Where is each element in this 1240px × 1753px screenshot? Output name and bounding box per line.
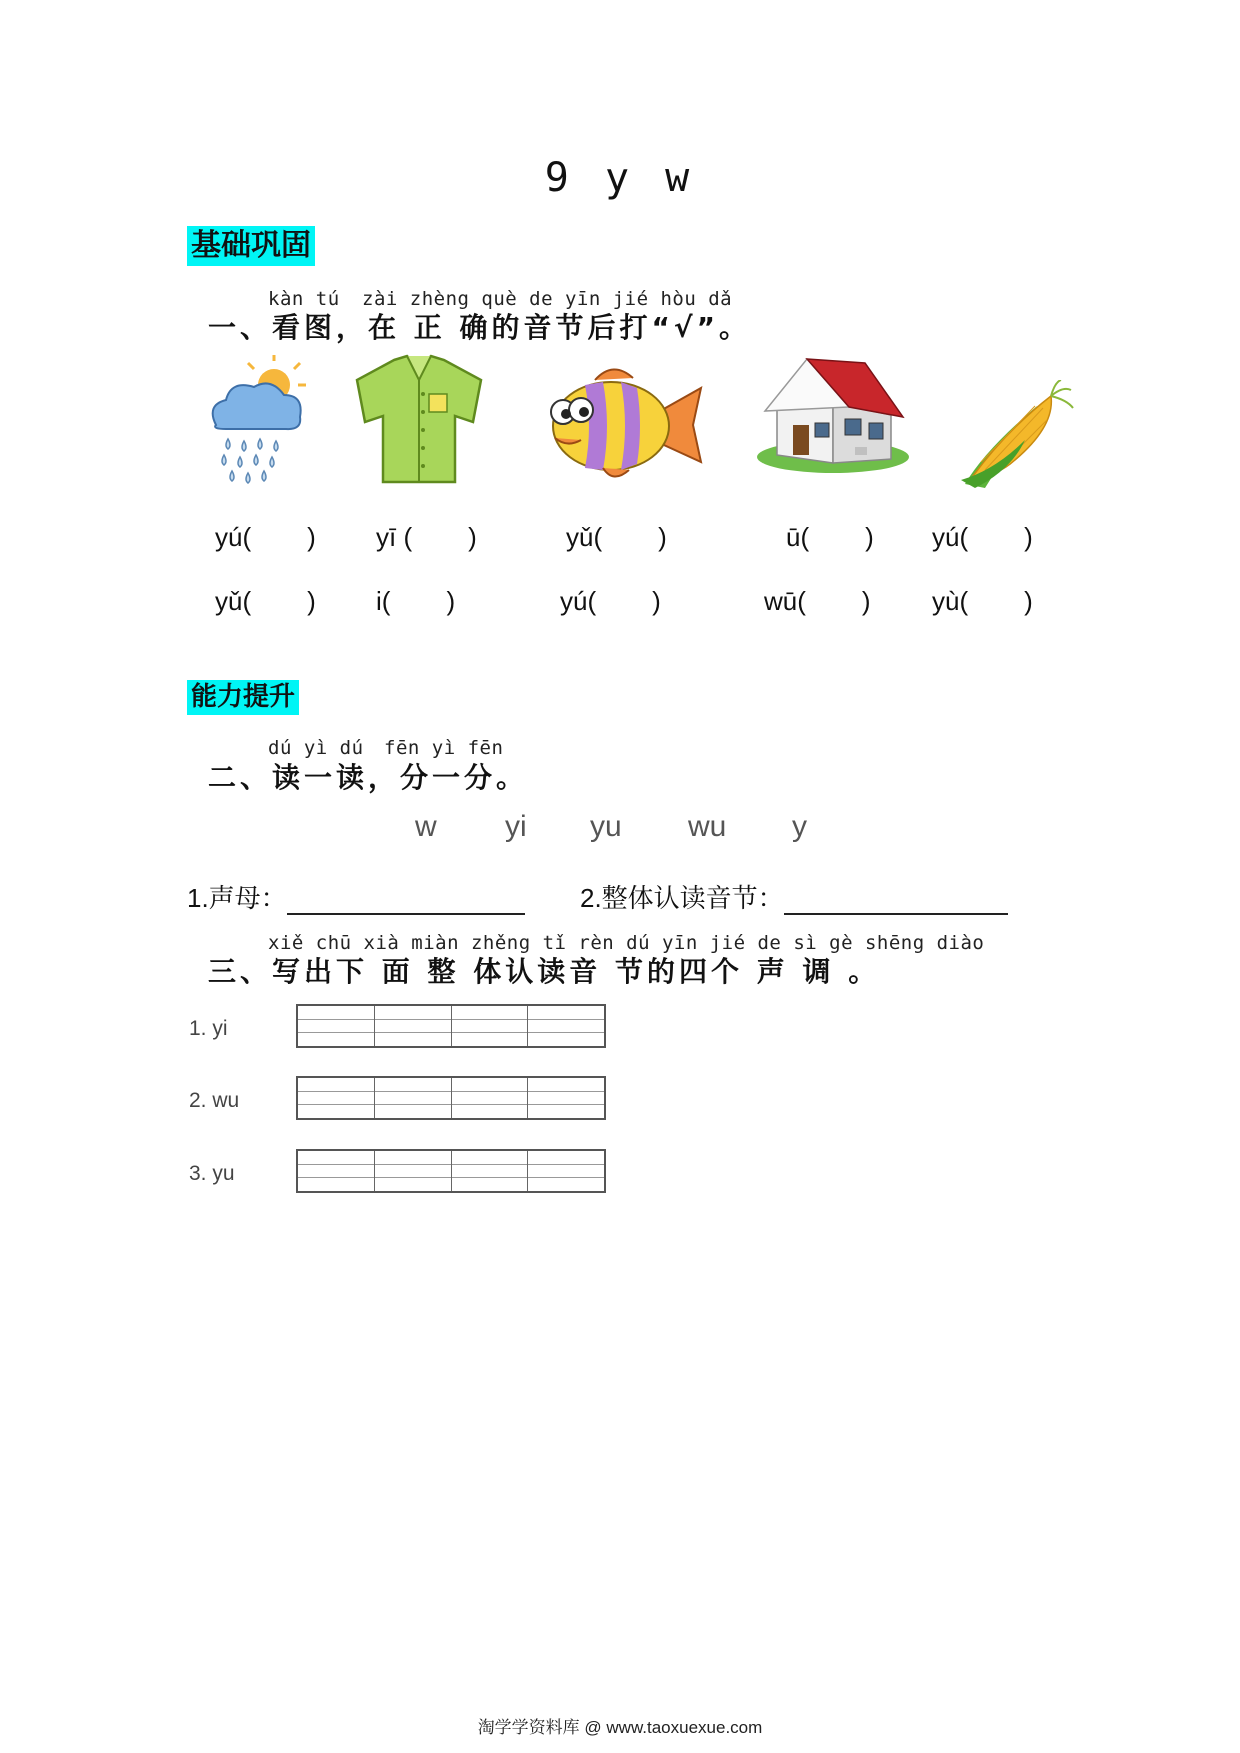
option-r2-3[interactable]: yú( ) <box>560 586 661 616</box>
option-r1-2[interactable]: yī ( ) <box>376 522 477 552</box>
grid-cell[interactable] <box>452 1078 529 1118</box>
option-r1-4[interactable]: ū( ) <box>786 522 874 552</box>
grid-cell[interactable] <box>375 1151 452 1191</box>
option-r2-2[interactable]: i( ) <box>376 586 456 616</box>
word-y: y <box>792 810 807 843</box>
grid-cell[interactable] <box>375 1006 452 1046</box>
fill-initials-blank[interactable] <box>287 887 525 915</box>
q1-question: 一、看图，在 正 确的音节后打“√”。 <box>208 311 751 344</box>
row-label-yi: 1. yi <box>189 1017 228 1040</box>
word-yu: yu <box>590 810 622 843</box>
writing-grid-yu[interactable] <box>296 1149 606 1193</box>
q3-question: 三、写出下 面 整 体认读音 节的四个 声 调 。 <box>208 955 881 988</box>
grid-cell[interactable] <box>452 1006 529 1046</box>
writing-grid-wu[interactable] <box>296 1076 606 1120</box>
fill-initials-label: 1.声母： <box>187 883 287 913</box>
option-r1-3[interactable]: yǔ( ) <box>566 522 667 552</box>
word-yi: yi <box>505 810 527 843</box>
rain-cloud-icon <box>196 355 326 485</box>
option-r2-4[interactable]: wū( ) <box>764 586 871 616</box>
section-tag-basic: 基础巩固 <box>187 226 315 266</box>
fill-syllables-blank[interactable] <box>784 887 1008 915</box>
fish-icon <box>533 360 703 490</box>
word-wu: wu <box>688 810 727 843</box>
q3-pinyin: xiě chū xià miàn zhěng tǐ rèn dú yīn jié de sì gè shēng diào <box>268 932 985 954</box>
fill-initials <box>187 878 525 915</box>
grid-cell[interactable] <box>298 1078 375 1118</box>
row-label-yu: 3. yu <box>189 1162 235 1185</box>
corn-icon <box>955 380 1075 490</box>
writing-grid-yi[interactable] <box>296 1004 606 1048</box>
grid-cell[interactable] <box>528 1006 604 1046</box>
section-tag-advanced: 能力提升 <box>187 680 299 715</box>
option-r2-5[interactable]: yù( ) <box>932 586 1033 616</box>
q1-pinyin-a: kàn tú <box>268 288 340 310</box>
row-label-wu: 2. wu <box>189 1089 240 1112</box>
grid-cell[interactable] <box>375 1078 452 1118</box>
grid-cell[interactable] <box>452 1151 529 1191</box>
q2-pinyin-a: dú yì dú <box>268 737 364 759</box>
q2-question: 二、读一读，分一分。 <box>208 761 529 794</box>
house-icon <box>755 355 910 475</box>
option-r1-5[interactable]: yú( ) <box>932 522 1033 552</box>
option-r2-1[interactable]: yǔ( ) <box>215 586 316 616</box>
page-title: 9 y w <box>544 155 696 201</box>
q1-pinyin-b: zài zhèng què de yīn jié hòu dǎ <box>362 288 733 310</box>
footer-watermark: 淘学学资料库 @ www.taoxuexue.com <box>477 1718 763 1737</box>
shirt-icon <box>349 350 489 490</box>
fill-syllables-label: 2.整体认读音节： <box>580 883 784 913</box>
grid-cell[interactable] <box>528 1078 604 1118</box>
grid-cell[interactable] <box>298 1006 375 1046</box>
grid-cell[interactable] <box>528 1151 604 1191</box>
fill-syllables <box>580 878 1008 915</box>
word-w: w <box>415 810 437 843</box>
q2-pinyin-b: fēn yì fēn <box>384 737 504 759</box>
grid-cell[interactable] <box>298 1151 375 1191</box>
option-r1-1[interactable]: yú( ) <box>215 522 316 552</box>
